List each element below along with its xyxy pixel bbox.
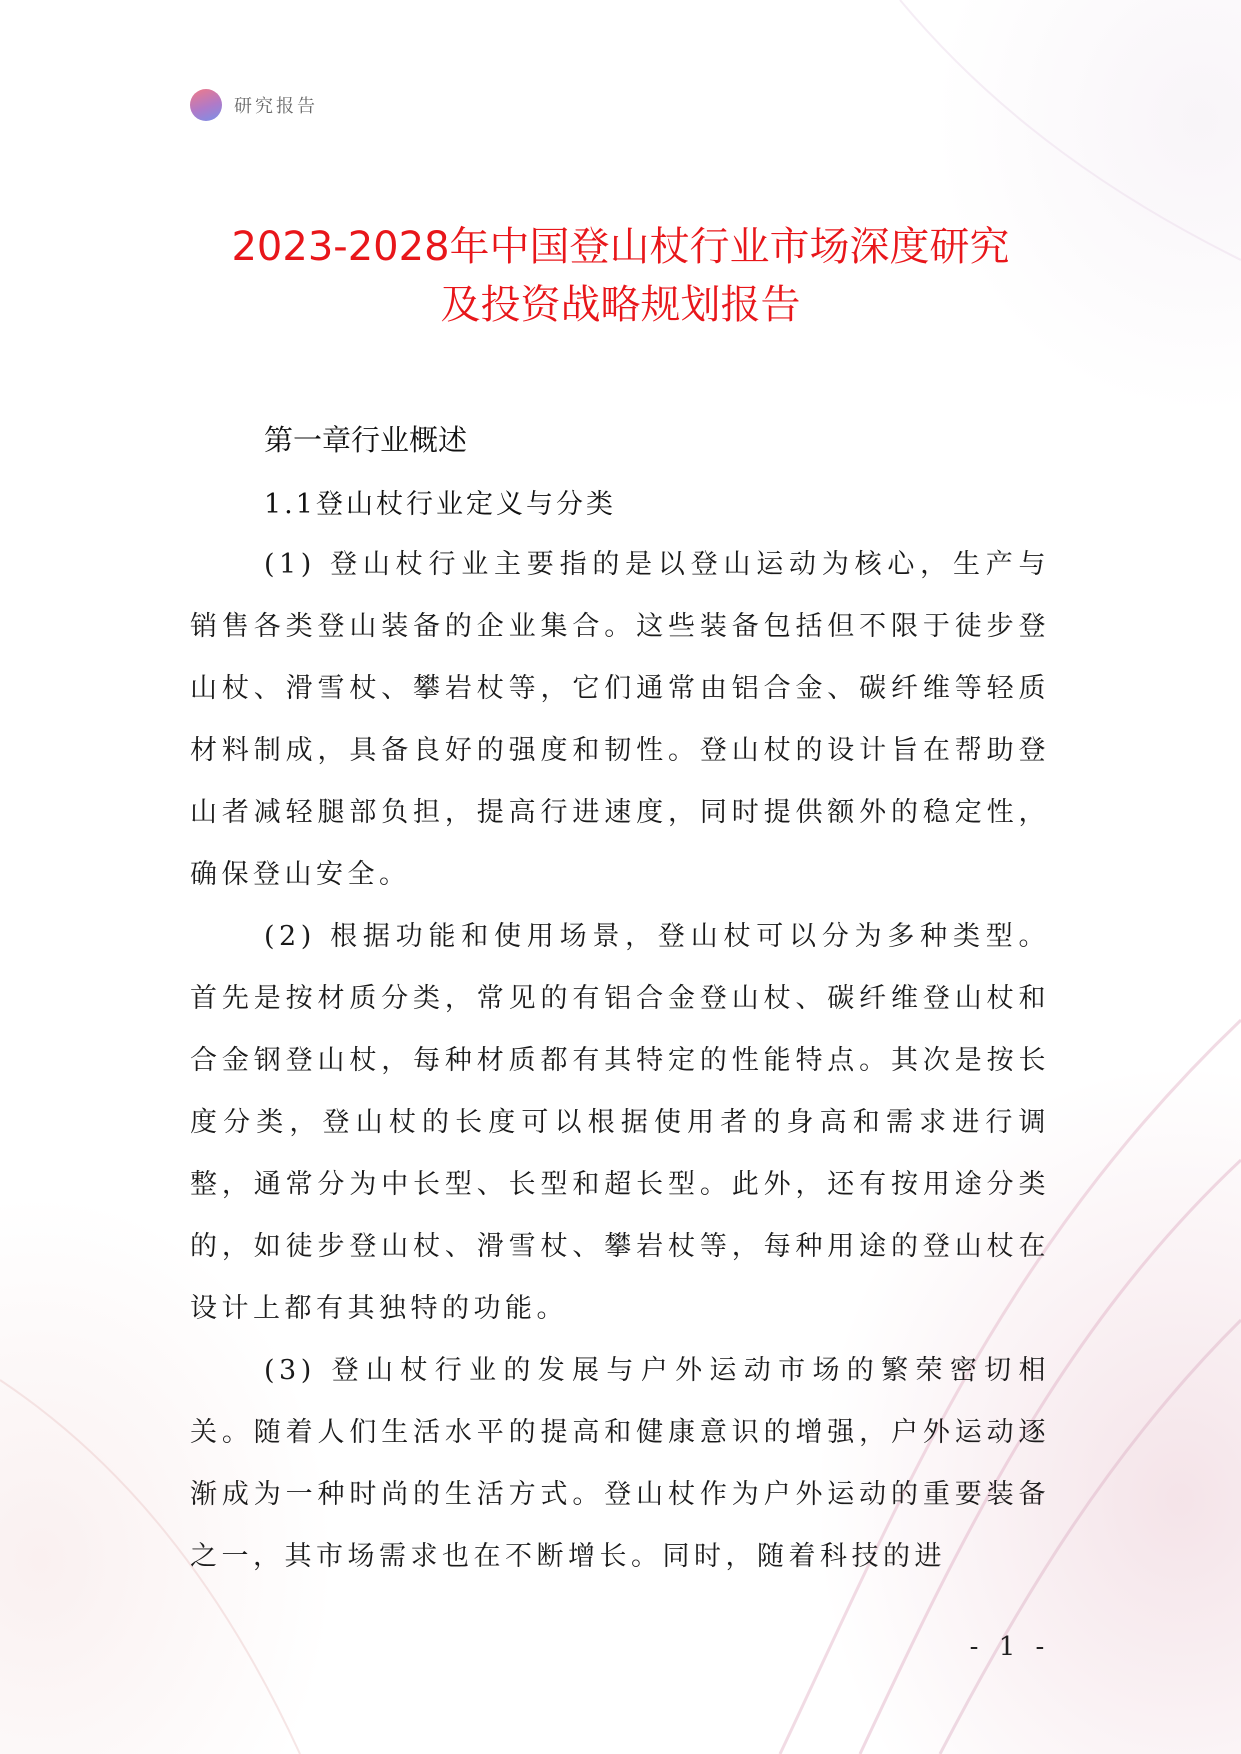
report-header xyxy=(190,88,318,122)
paragraph-2: (2) 根据功能和使用场景，登山杖可以分为多种类型。首先是按材质分类，常见的有铝合金登山杖、碳纤维登山杖和合金钢登山杖，每种材质都有其特定的性能特点。其次是按长度分类，登山杖的长度可以根据使用者的身高和需求进行调整，通常分为中长型、长型和超长型。此外，还有按用途分类的，如徒步登山杖、滑雪杖、攀岩杖等，每种用途的登山杖在设计上都有其独特的功能。 xyxy=(190,921,1050,1324)
paragraph-3: (3) 登山杖行业的发展与户外运动市场的繁荣密切相关。随着人们生活水平的提高和健康意识的增强，户外运动逐渐成为一种时尚的生活方式。登山杖作为户外运动的重要装备之一，其市场需求也在不断增长。同时，随着科技的进 xyxy=(190,1355,1050,1572)
report-title xyxy=(150,218,1091,334)
section-heading: 1.1登山杖行业定义与分类 xyxy=(264,489,616,520)
report-title-line-1: 2023-2028年中国登山杖行业市场深度研究 xyxy=(231,224,1010,270)
logo-icon xyxy=(190,89,222,121)
page-number: - 1 - xyxy=(969,1632,1051,1662)
chapter-heading: 第一章行业概述 xyxy=(264,423,468,457)
paragraph-1: (1) 登山杖行业主要指的是以登山运动为核心，生产与销售各类登山装备的企业集合。这些装备包括但不限于徒步登山杖、滑雪杖、攀岩杖等，它们通常由铝合金、碳纤维等轻质材料制成，具备良好的强度和韧性。登山杖的设计旨在帮助登山者减轻腿部负担，提高行进速度，同时提供额外的稳定性，确保登山安全。 xyxy=(190,549,1050,890)
report-title-line-2: 及投资战略规划报告 xyxy=(440,282,801,328)
body-text xyxy=(190,534,1050,1588)
header-label: 研究报告 xyxy=(234,96,318,117)
